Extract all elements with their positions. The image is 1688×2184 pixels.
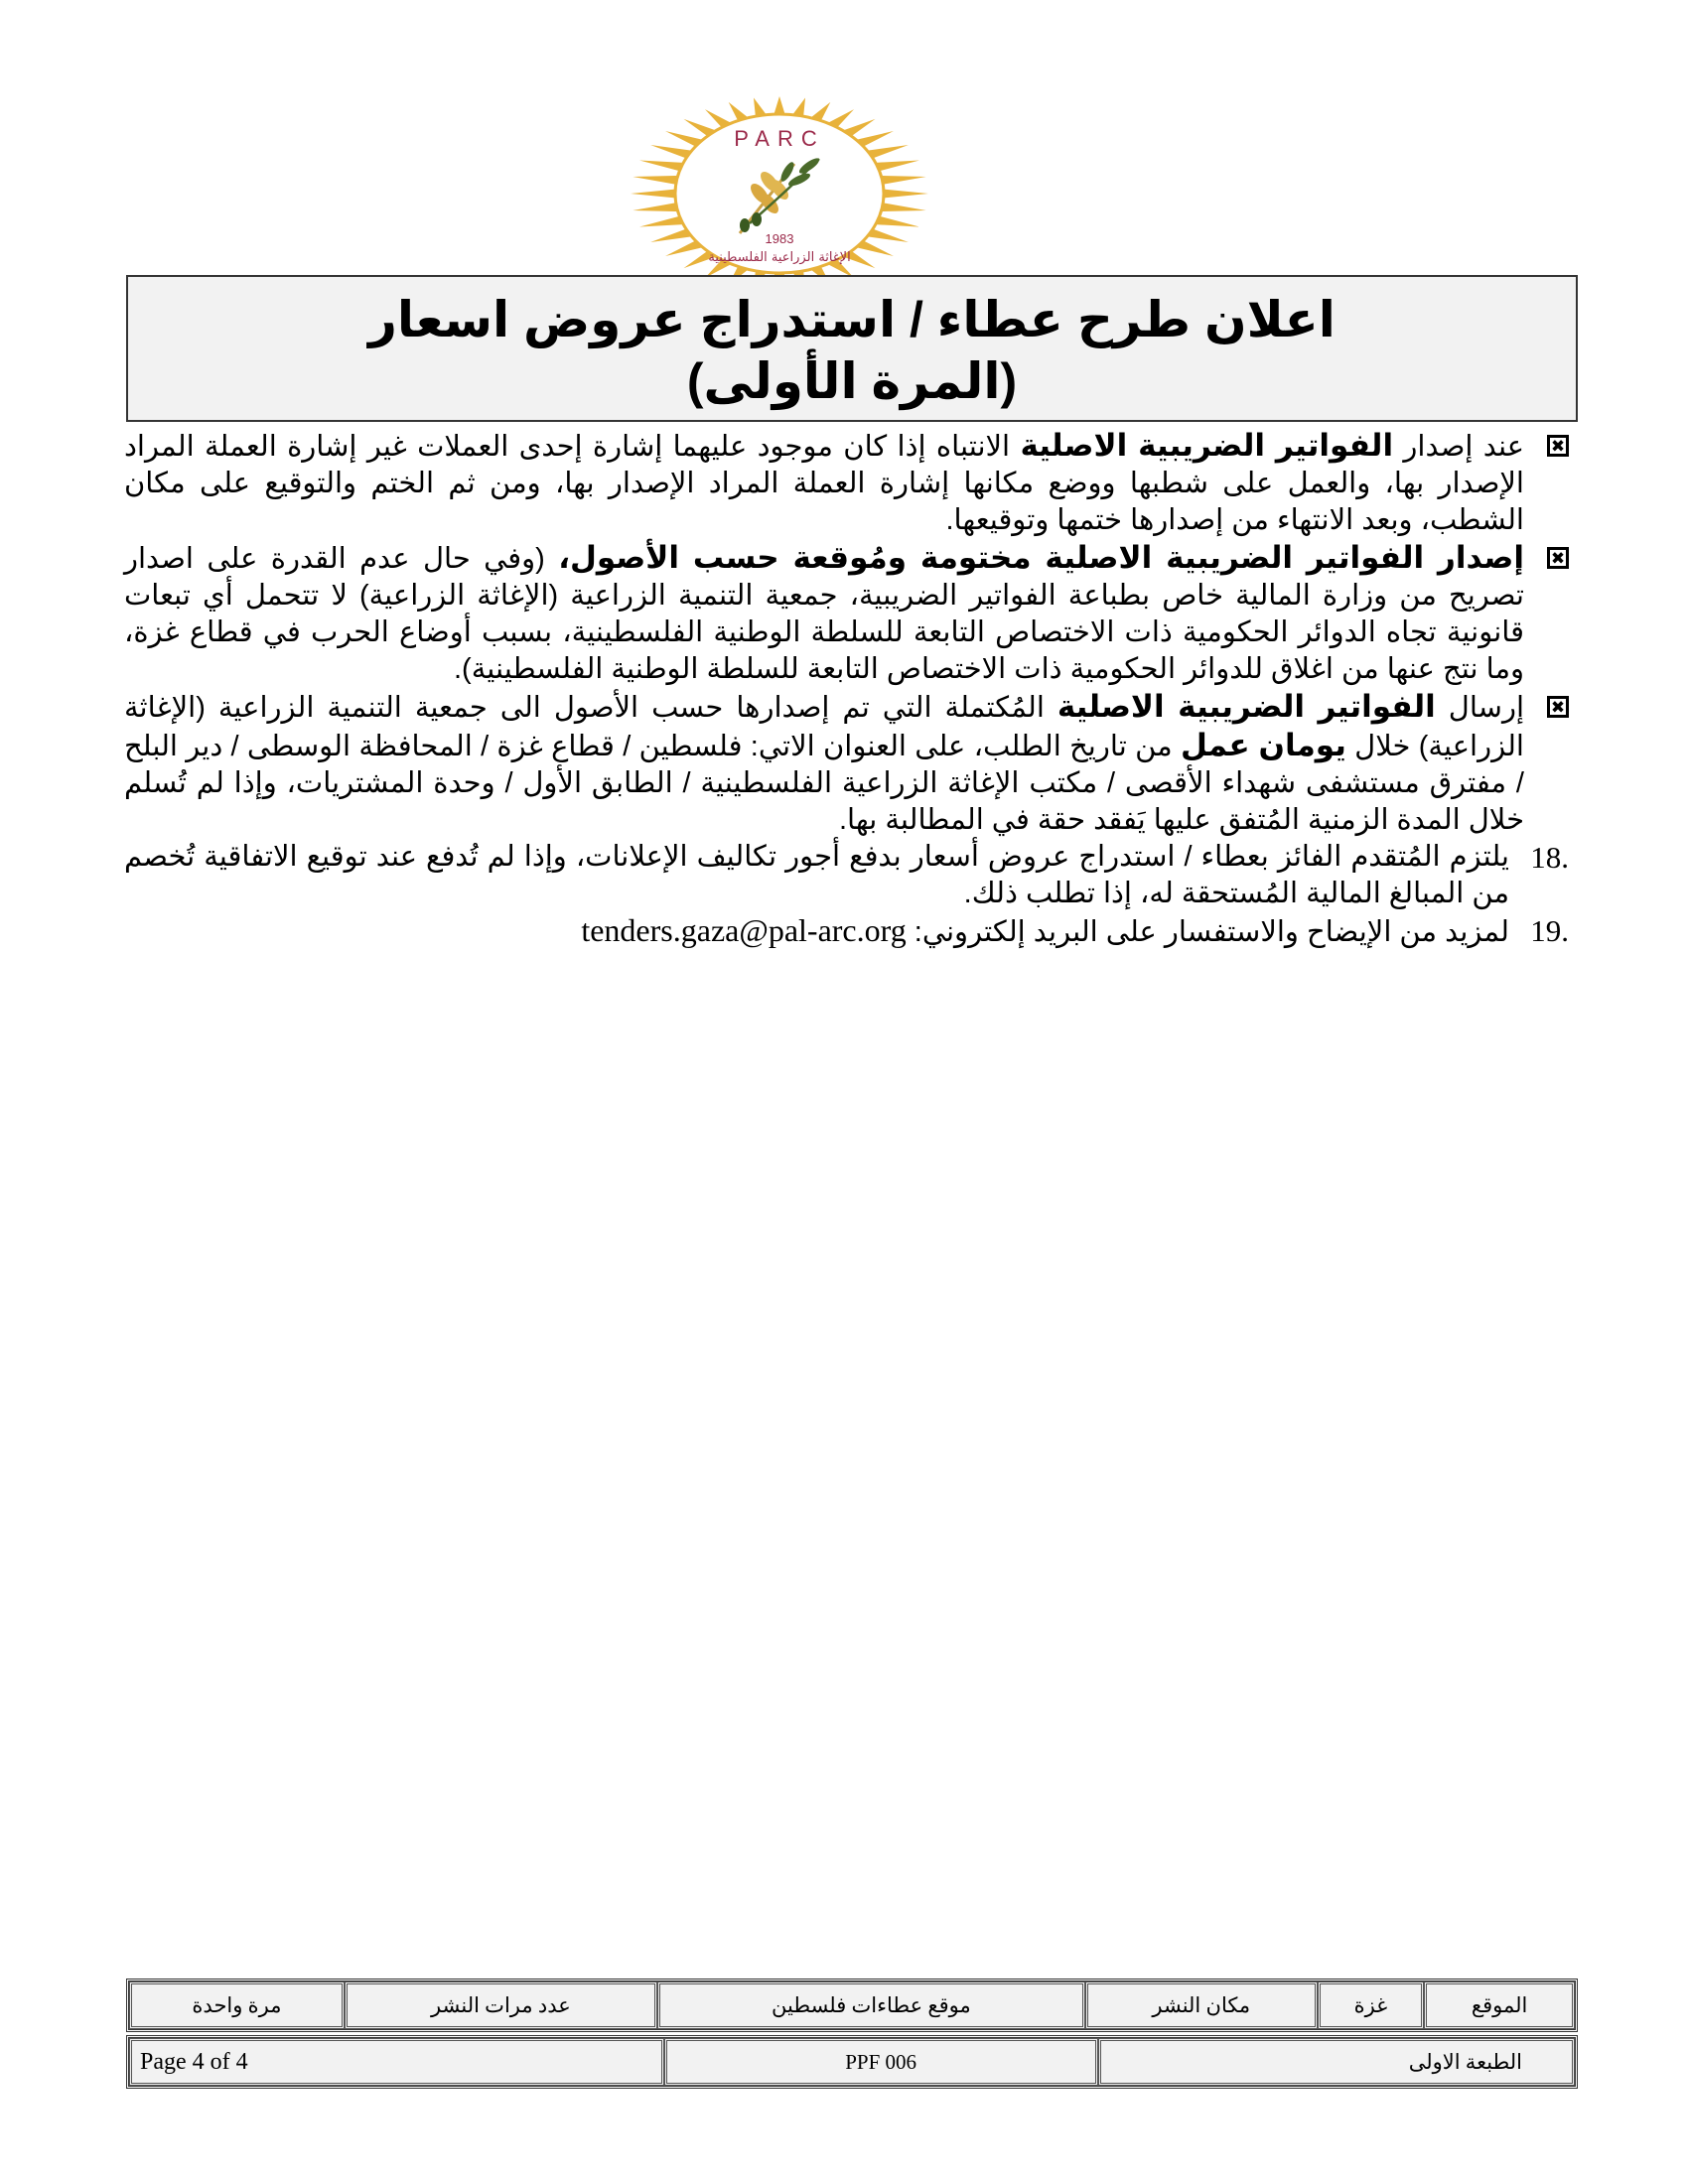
logo-acronym: PARC [734, 126, 825, 151]
footer-cell-publish-count-label: عدد مرات النشر [345, 1981, 657, 2029]
item-number: 19. [1530, 913, 1569, 948]
sun-ray [879, 176, 926, 185]
table-row [129, 2038, 1575, 2086]
announcement-title-box [126, 275, 1578, 422]
document-footer [126, 1979, 1578, 2089]
contact-email-link[interactable]: tenders.gaza@pal-arc.org [581, 912, 907, 948]
item-text: المُكتملة التي تم إصدارها حسب الأصول الى جمعية التنمية الزراعية (الإغاثة الزراعية) خلال [124, 692, 1524, 762]
numbered-item-19 [124, 912, 1569, 951]
item-bold-text: الفواتير الضريبية الاصلية [1056, 689, 1436, 724]
footer-cell-location-value: غزة [1318, 1981, 1425, 2029]
numbered-item-18 [124, 839, 1569, 912]
checked-box-icon: ✖ [1547, 696, 1569, 718]
item-prefix: إرسال [1435, 692, 1525, 724]
announcement-title: اعلان طرح عطاء / استدراج عروض اسعار [368, 292, 1336, 347]
item-number: 18. [1530, 840, 1569, 875]
table-row [129, 1981, 1575, 2029]
footer-cell-location-label: الموقع [1424, 1981, 1575, 2029]
footer-cell-publish-count-value: مرة واحدة [129, 1981, 345, 2029]
item-text: لمزيد من الإيضاح والاستفسار على البريد إلكتروني: [906, 916, 1509, 948]
footer-cell-publish-place-label: مكان النشر [1085, 1981, 1318, 2029]
item-prefix: عند إصدار [1393, 431, 1524, 463]
sun-ray [879, 203, 926, 211]
checked-box-icon: ✖ [1547, 435, 1569, 457]
item-text: يلتزم المُتقدم الفائز بعطاء / استدراج عروض أسعار بدفع أجور تكاليف الإعلانات، وإذا لم تُدفع عند توقيع الاتفاقية تُخصم من المبالغ المالية المُستحقة له، إذا تطلب ذلك. [124, 841, 1509, 909]
sun-ray [882, 189, 928, 198]
sun-ray [633, 176, 680, 185]
item-text-address: من تاريخ الطلب، على العنوان الاتي: فلسطين / قطاع غزة / المحافظة الوسطى / دير البلح / مفترق مستشفى شهداء الأقصى / مكتب الإغاثة الزراعية الفلسطينية / الطابق الأول / وحدة المشتريات، وإذا لم تُسلم خلال المدة الزمنية المُتفق عليها يَفقد حقة في المطالبة بها. [124, 731, 1524, 836]
parc-logo-image [621, 94, 938, 283]
announcement-subtitle: (المرة الأولى) [686, 353, 1018, 409]
footer-page-number: Page 4 of 4 [129, 2038, 664, 2086]
condition-item [124, 539, 1569, 688]
condition-item [124, 688, 1569, 839]
condition-item [124, 427, 1569, 539]
checked-box-icon: ✖ [1547, 547, 1569, 569]
logo-arabic-name: الإغاثة الزراعية الفلسطينية [708, 250, 851, 265]
sun-ray [631, 189, 677, 198]
footer-edition: الطبعة الاولى [1098, 2038, 1575, 2086]
parc-logo [621, 94, 938, 283]
item-bold-text: الفواتير الضريبية الاصلية [1020, 428, 1394, 463]
sun-ray [633, 203, 680, 211]
document-info-table [126, 2035, 1578, 2089]
publication-info-table [126, 1979, 1578, 2032]
footer-cell-publish-place-value: موقع عطاءات فلسطين [657, 1981, 1085, 2029]
item-bold-deadline: يومان عمل [1181, 728, 1346, 762]
item-bold-text: إصدار الفواتير الضريبية الاصلية مختومة ومُوقعة حسب الأصول، [558, 540, 1524, 575]
footer-form-code: PPF 006 [664, 2038, 1098, 2086]
logo-year: 1983 [765, 231, 794, 246]
conditions-list [124, 427, 1569, 951]
item-text: (وفي حال عدم القدرة على اصدار تصريح من وزارة المالية خاص بطباعة الفواتير الضريبية، جمعية التنمية الزراعية (الإغاثة الزراعية) لا تتحمل أي تبعات قانونية تجاه الدوائر الحكومية ذات الاختصاص التابعة للسلطة الوطنية الفلسطينية، بسبب أوضاع الحرب في قطاع غزة، وما نتج عنها من اغلاق للدوائر الحكومية ذات الاختصاص التابعة للسلطة الوطنية الفلسطينية). [124, 543, 1525, 685]
item-text: الانتباه إذا كان موجود عليهما إشارة إحدى العملات غير إشارة العملة المراد الإصدار بها، والعمل على شطبها ووضع مكانها إشارة العملة المراد الإصدار بها، ومن ثم الختم والتوقيع على مكان الشطب، وبعد الانتهاء من إصدارها ختمها وتوقيعها. [124, 431, 1524, 536]
